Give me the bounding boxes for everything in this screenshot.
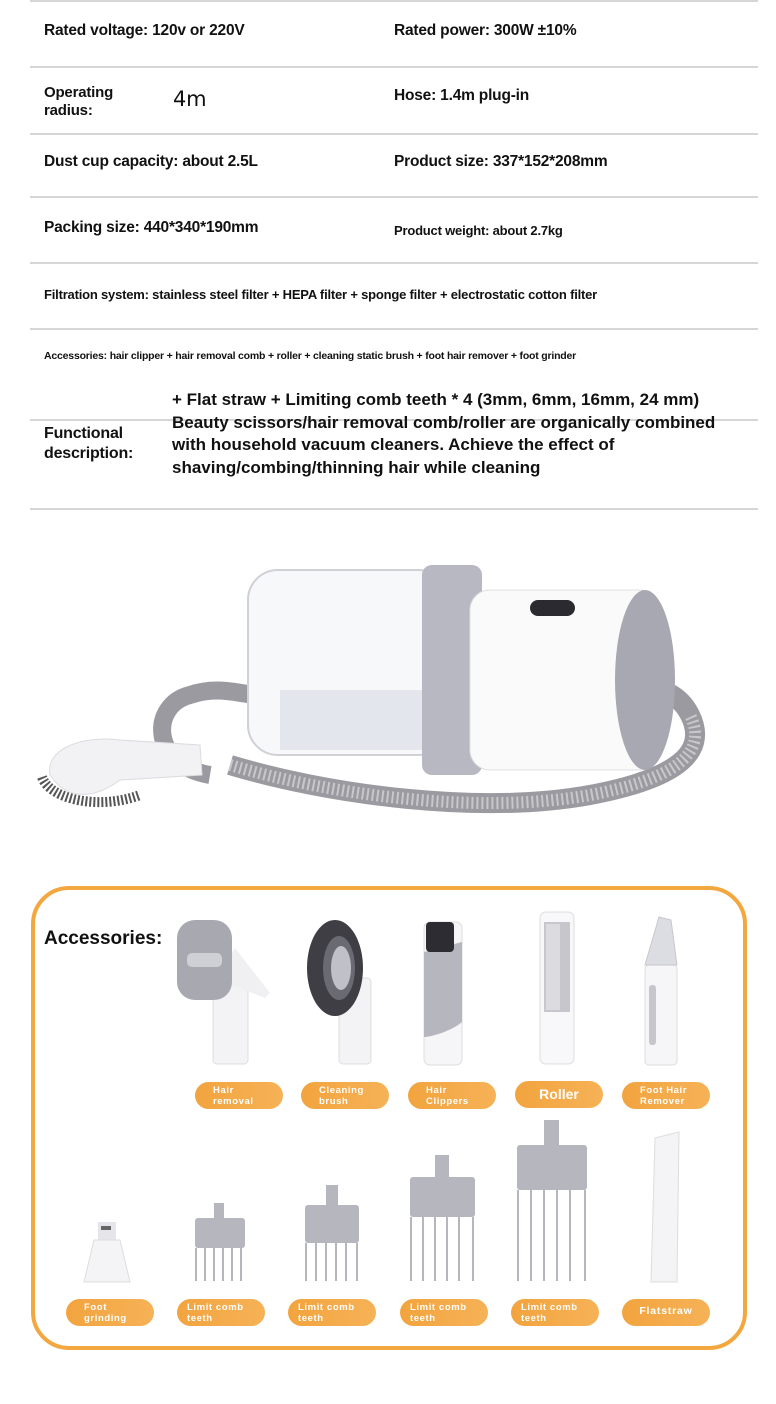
roller-image xyxy=(536,910,578,1068)
label-line2: teeth xyxy=(298,1313,324,1324)
limit-comb-6mm-image xyxy=(300,1185,364,1283)
label-line1: Limit comb xyxy=(187,1302,244,1313)
label-line1: Limit comb xyxy=(521,1302,578,1313)
label-line2: teeth xyxy=(410,1313,436,1324)
filtration-spec: Filtration system: stainless steel filter + HEPA filter + sponge filter + electrostatic cotton filter xyxy=(44,287,598,302)
accessory-label-limit-comb-4 xyxy=(511,1299,599,1326)
label-line1: Foot xyxy=(84,1302,107,1313)
accessories-panel xyxy=(31,886,747,1350)
label-line1: Limit comb xyxy=(298,1302,355,1313)
accessory-label-flat-straw xyxy=(622,1299,710,1326)
divider xyxy=(30,328,758,330)
divider xyxy=(30,262,758,264)
label-line2: removal xyxy=(213,1096,254,1107)
operating-radius-label-line2: radius: xyxy=(44,102,93,119)
product-weight-spec: Product weight: about 2.7kg xyxy=(394,223,563,238)
accessory-label-hair-clippers xyxy=(408,1082,496,1109)
limit-comb-16mm-image xyxy=(405,1155,480,1283)
accessory-label-foot-grinding xyxy=(66,1299,154,1326)
limit-comb-24mm-image xyxy=(512,1120,592,1283)
label-line1: Limit comb xyxy=(410,1302,467,1313)
label-line2: teeth xyxy=(521,1313,547,1324)
label-line1: Hair xyxy=(213,1085,234,1096)
hair-clippers-image xyxy=(420,912,470,1067)
packing-size-spec: Packing size: 440*340*190mm xyxy=(44,219,259,236)
label-line2: teeth xyxy=(187,1313,213,1324)
accessory-label-limit-comb-2 xyxy=(288,1299,376,1326)
divider xyxy=(30,133,758,135)
functional-label-line1: Functional xyxy=(44,425,123,442)
accessory-label-cleaning-brush xyxy=(301,1082,389,1109)
label-line2: Clippers xyxy=(426,1096,469,1107)
accessory-label-hair-removal xyxy=(195,1082,283,1109)
rated-voltage: Rated voltage: 120v or 220V xyxy=(44,22,245,39)
operating-radius-label-line1: Operating xyxy=(44,84,114,101)
divider xyxy=(30,0,758,2)
accessory-label-limit-comb-3 xyxy=(400,1299,488,1326)
functional-description-label xyxy=(44,424,133,464)
rated-power: Rated power: 300W ±10% xyxy=(394,22,577,39)
label-line1: Cleaning xyxy=(319,1085,364,1096)
dust-cup-spec: Dust cup capacity: about 2.5L xyxy=(44,153,258,170)
foot-grinding-image xyxy=(82,1220,132,1285)
divider xyxy=(30,196,758,198)
hair-removal-image xyxy=(175,918,285,1068)
accessories-title: Accessories: xyxy=(44,928,163,949)
accessory-label-limit-comb-1 xyxy=(177,1299,265,1326)
functional-description-text: + Flat straw + Limiting comb teeth * 4 (3mm, 6mm, 16mm, 24 mm) Beauty scissors/hair removal comb/roller are organically combined with household vacuum cleaners. Achieve the effect of shaving/combing/thinning hair while cleaning xyxy=(172,390,716,477)
divider xyxy=(30,508,758,510)
accessories-spec: Accessories: hair clipper + hair removal comb + roller + cleaning static brush + foot hair remover + foot grinder xyxy=(44,350,577,362)
vacuum-cleaner-image xyxy=(30,545,730,845)
label-line1: Hair xyxy=(426,1085,447,1096)
hose-spec: Hose: 1.4m plug-in xyxy=(394,87,530,104)
limit-comb-3mm-image xyxy=(190,1203,250,1283)
functional-label-line2: description: xyxy=(44,445,134,462)
product-size-spec: Product size: 337*152*208mm xyxy=(394,153,608,170)
operating-radius-value: 4m xyxy=(173,87,207,111)
label-line1: Flatstraw xyxy=(639,1305,693,1317)
label-line2: grinding xyxy=(84,1313,127,1324)
label-line2: Remover xyxy=(640,1096,685,1107)
cleaning-brush-image xyxy=(303,918,383,1068)
label-line1: Foot Hair xyxy=(640,1085,688,1096)
foot-hair-remover-image xyxy=(641,915,681,1067)
accessory-label-roller xyxy=(515,1081,603,1108)
label-line1: Roller xyxy=(539,1086,579,1102)
flat-straw-image xyxy=(645,1130,685,1285)
operating-radius-label xyxy=(44,84,113,120)
accessory-label-foot-hair-remover xyxy=(622,1082,710,1109)
label-line2: brush xyxy=(319,1096,349,1107)
divider xyxy=(30,66,758,68)
